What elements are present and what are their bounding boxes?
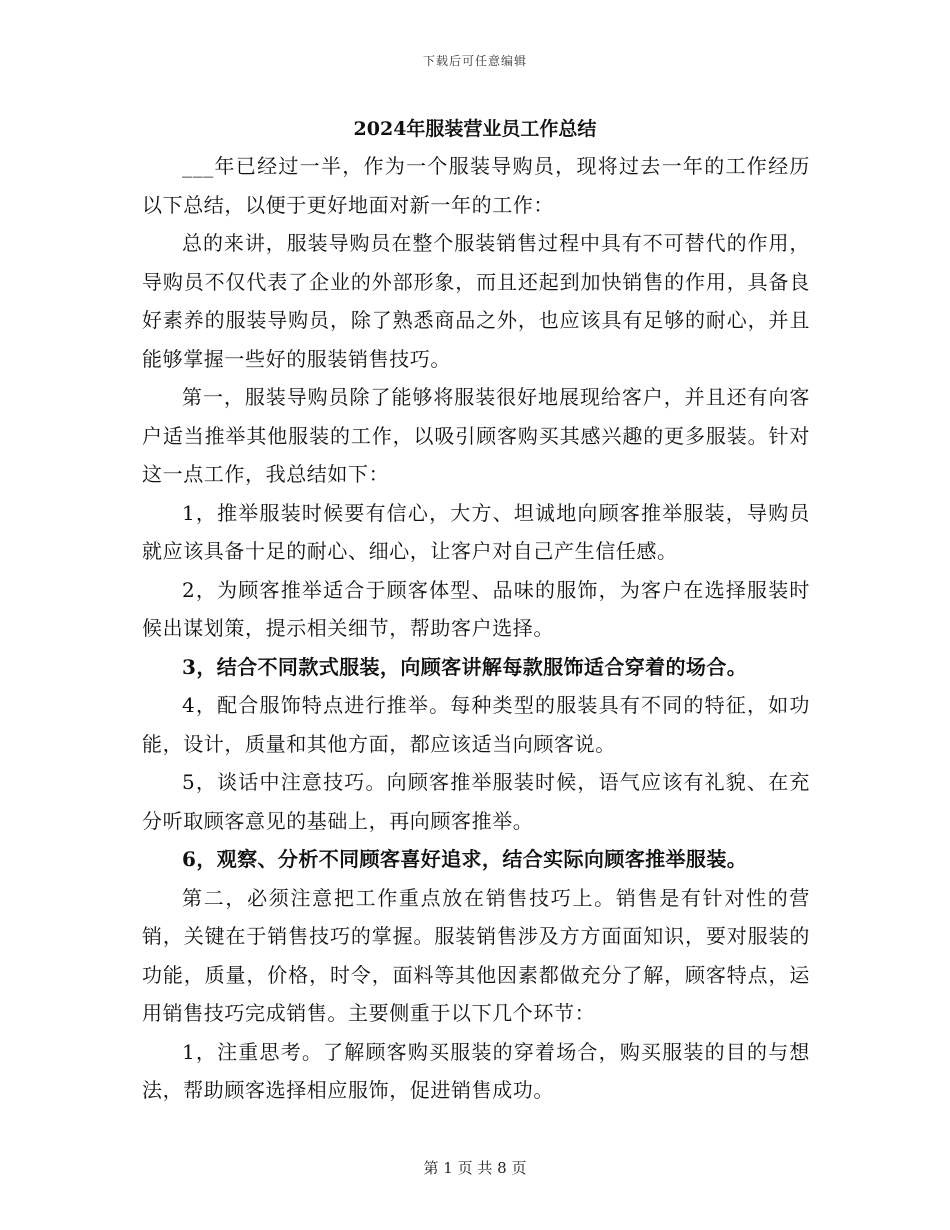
paragraph-bold: 3，结合不同款式服装，向顾客讲解每款服饰适合穿着的场合。 bbox=[182, 654, 748, 679]
document-title: 2024年服装营业员工作总结 bbox=[353, 118, 597, 140]
page-footer-page-number: 第 1 页 共 8 页 bbox=[423, 1159, 527, 1177]
paragraph: 5，谈话中注意技巧。向顾客推举服装时候，语气应该有礼貌、在充分听取顾客意见的基础上，再向顾客推举。 bbox=[142, 770, 810, 833]
paragraph: 1，注重思考。了解顾客购买服装的穿着场合，购买服装的目的与想法，帮助顾客选择相应服饰，促进销售成功。 bbox=[142, 1039, 810, 1102]
paragraph-bold: 6，观察、分析不同顾客喜好追求，结合实际向顾客推举服装。 bbox=[182, 847, 748, 871]
paragraph: 2，为顾客推举适合于顾客体型、品味的服饰，为客户在选择服装时候出谋划策，提示相关细节，帮助客户选择。 bbox=[142, 577, 810, 640]
paragraph: 4，配合服饰特点进行推举。每种类型的服装具有不同的特征，如功能，设计，质量和其他方面，都应该适当向顾客说。 bbox=[142, 693, 810, 756]
paragraph: 1，推举服装时候要有信心，大方、坦诚地向顾客推举服装，导购员就应该具备十足的耐心、细心，让客户对自己产生信任感。 bbox=[142, 500, 810, 563]
document-body bbox=[142, 147, 810, 1110]
paragraph: 第二，必须注意把工作重点放在销售技巧上。销售是有针对性的营销，关键在于销售技巧的掌握。服装销售涉及方方面面知识，要对服装的功能，质量，价格，时令，面料等其他因素都做充分了解，顾客特点，运用销售技巧完成销售。主要侧重于以下几个环节： bbox=[142, 885, 810, 1025]
page-header-note: 下载后可任意编辑 bbox=[422, 54, 527, 68]
paragraph: 总的来讲，服装导购员在整个服装销售过程中具有不可替代的作用，导购员不仅代表了企业的外部形象，而且还起到加快销售的作用，具备良好素养的服装导购员，除了熟悉商品之外，也应该具有足够的耐心，并且能够掌握一些好的服装销售技巧。 bbox=[142, 231, 810, 371]
paragraph: ___年已经过一半，作为一个服装导购员，现将过去一年的工作经历以下总结，以便于更好地面对新一年的工作： bbox=[142, 154, 810, 217]
paragraph: 第一，服装导购员除了能够将服装很好地展现给客户，并且还有向客户适当推举其他服装的工作，以吸引顾客购买其感兴趣的更多服装。针对这一点工作，我总结如下： bbox=[142, 385, 810, 486]
